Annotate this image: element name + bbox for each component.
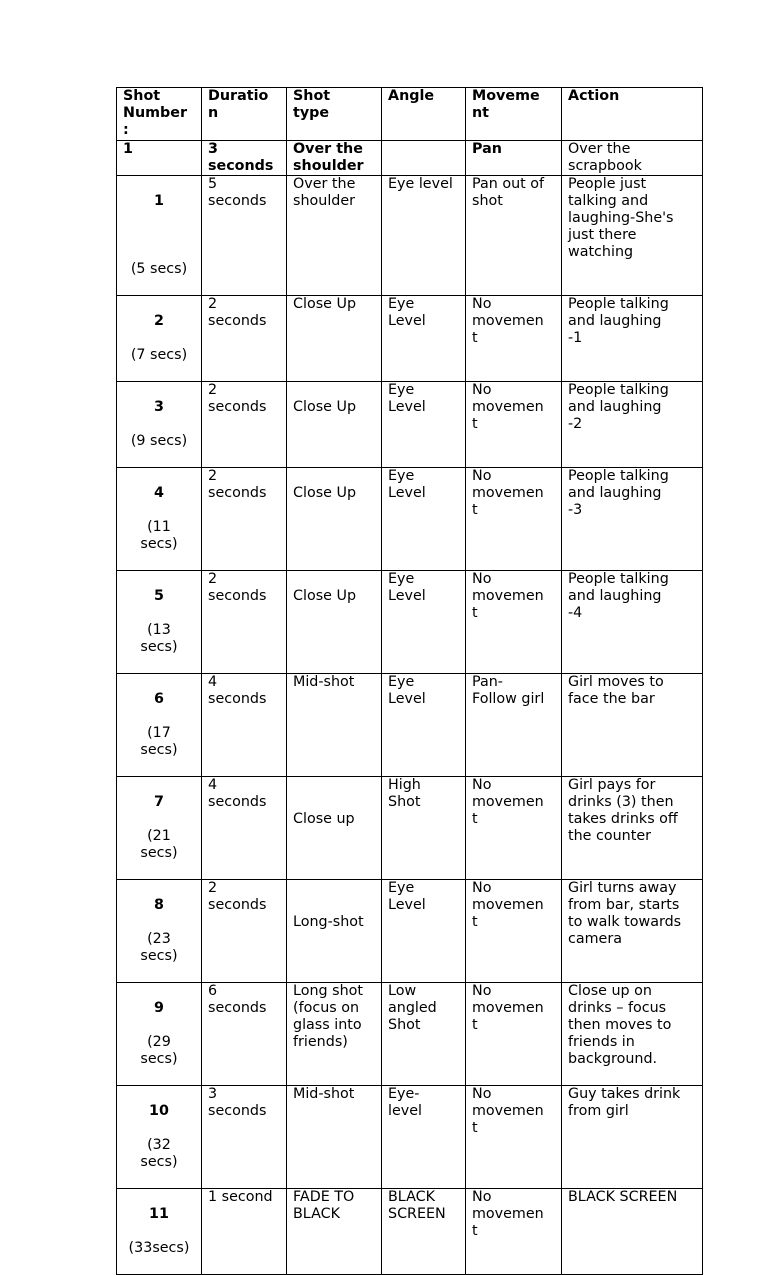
table-row <box>117 983 703 1086</box>
shot-time: (5 secs) <box>130 261 188 277</box>
shot-time: (13 secs) <box>140 622 178 655</box>
shot-type-cell: Over the shoulder <box>287 176 382 296</box>
shot-number: 1 <box>154 193 164 209</box>
shot-number: 8 <box>154 897 164 913</box>
duration-cell: 2 seconds <box>202 571 287 674</box>
shot-number-cell <box>117 571 202 674</box>
shot-type-cell: Long shot (focus on glass into friends) <box>287 983 382 1086</box>
duration-cell: 4 seconds <box>202 674 287 777</box>
action-cell: Girl pays for drinks (3) then takes drinks off the counter <box>562 777 703 880</box>
shot-type-cell: Over the shoulder <box>287 141 382 176</box>
shot-type-cell: Close Up <box>287 571 382 674</box>
shot-time: (7 secs) <box>130 347 188 363</box>
table-row <box>117 571 703 674</box>
shot-time: (29 secs) <box>140 1034 178 1067</box>
header-duration: Duratio n <box>202 88 287 141</box>
duration-cell: 3 seconds <box>202 1086 287 1189</box>
shot-number: 11 <box>149 1206 169 1222</box>
shot-number-cell <box>117 1086 202 1189</box>
shot-list-table <box>116 87 703 1275</box>
angle-cell: Eye Level <box>382 382 466 468</box>
shot-type-cell: Close Up <box>287 382 382 468</box>
movement-cell: No movemen t <box>466 1189 562 1275</box>
table-row <box>117 674 703 777</box>
duration-cell: 1 second <box>202 1189 287 1275</box>
shot-number-cell <box>117 468 202 571</box>
action-cell: Over the scrapbook <box>562 141 703 176</box>
angle-cell: Eye Level <box>382 571 466 674</box>
shot-type-cell: Mid-shot <box>287 674 382 777</box>
action-cell: People talking and laughing -3 <box>562 468 703 571</box>
table-row <box>117 141 703 176</box>
angle-cell: Eye level <box>382 176 466 296</box>
shot-number-cell <box>117 983 202 1086</box>
shot-number: 1 <box>123 141 133 157</box>
table-row <box>117 468 703 571</box>
shot-number-cell <box>117 880 202 983</box>
shot-time: (21 secs) <box>140 828 178 861</box>
header-row <box>117 88 703 141</box>
action-cell: Girl moves to face the bar <box>562 674 703 777</box>
shot-number: 3 <box>154 399 164 415</box>
shot-number: 10 <box>149 1103 169 1119</box>
table-row <box>117 382 703 468</box>
duration-cell: 2 seconds <box>202 296 287 382</box>
duration-cell: 5 seconds <box>202 176 287 296</box>
table-row <box>117 777 703 880</box>
action-cell: People just talking and laughing-She's just there watching <box>562 176 703 296</box>
action-cell: Guy takes drink from girl <box>562 1086 703 1189</box>
movement-cell: No movemen t <box>466 296 562 382</box>
angle-cell: High Shot <box>382 777 466 880</box>
movement-cell: Pan- Follow girl <box>466 674 562 777</box>
table-row <box>117 880 703 983</box>
shot-type-cell: Close Up <box>287 468 382 571</box>
shot-time: (32 secs) <box>140 1137 178 1170</box>
movement-cell: No movemen t <box>466 1086 562 1189</box>
movement-cell: No movemen t <box>466 571 562 674</box>
shot-number: 7 <box>154 794 164 810</box>
action-cell: People talking and laughing -2 <box>562 382 703 468</box>
angle-cell: Eye- level <box>382 1086 466 1189</box>
angle-cell: Eye Level <box>382 880 466 983</box>
angle-cell: BLACK SCREEN <box>382 1189 466 1275</box>
shot-time: (9 secs) <box>130 433 188 449</box>
shot-time: (11 secs) <box>140 519 178 552</box>
movement-cell: Pan <box>466 141 562 176</box>
duration-cell: 3 seconds <box>202 141 287 176</box>
duration-cell: 2 seconds <box>202 382 287 468</box>
header-shot-type: Shot type <box>287 88 382 141</box>
shot-type-cell: Close up <box>287 777 382 880</box>
table-row <box>117 296 703 382</box>
shot-type-cell: Close Up <box>287 296 382 382</box>
movement-cell: No movemen t <box>466 382 562 468</box>
table-row <box>117 176 703 296</box>
duration-cell: 4 seconds <box>202 777 287 880</box>
shot-time: (33secs) <box>128 1240 190 1256</box>
duration-cell: 2 seconds <box>202 880 287 983</box>
header-movement: Moveme nt <box>466 88 562 141</box>
shot-number-cell <box>117 1189 202 1275</box>
shot-number-cell <box>117 296 202 382</box>
action-cell: People talking and laughing -4 <box>562 571 703 674</box>
shot-type-cell: Mid-shot <box>287 1086 382 1189</box>
shot-number-cell <box>117 674 202 777</box>
shot-number-cell <box>117 382 202 468</box>
shot-number-cell <box>117 141 202 176</box>
angle-cell: Eye Level <box>382 674 466 777</box>
shot-number: 2 <box>154 313 164 329</box>
duration-cell: 2 seconds <box>202 468 287 571</box>
table-row <box>117 1189 703 1275</box>
angle-cell <box>382 141 466 176</box>
shot-number: 9 <box>154 1000 164 1016</box>
angle-cell: Eye Level <box>382 296 466 382</box>
shot-time: (23 secs) <box>140 931 178 964</box>
shot-number: 6 <box>154 691 164 707</box>
shot-number: 5 <box>154 588 164 604</box>
duration-cell: 6 seconds <box>202 983 287 1086</box>
angle-cell: Eye Level <box>382 468 466 571</box>
movement-cell: No movemen t <box>466 880 562 983</box>
action-cell: Close up on drinks – focus then moves to friends in background. <box>562 983 703 1086</box>
header-angle: Angle <box>382 88 466 141</box>
shot-number: 4 <box>154 485 164 501</box>
action-cell: BLACK SCREEN <box>562 1189 703 1275</box>
shot-type-cell: Long-shot <box>287 880 382 983</box>
action-cell: Girl turns away from bar, starts to walk towards camera <box>562 880 703 983</box>
shot-time: (17 secs) <box>140 725 178 758</box>
shot-number-cell <box>117 176 202 296</box>
shot-number-cell <box>117 777 202 880</box>
movement-cell: No movemen t <box>466 983 562 1086</box>
movement-cell: Pan out of shot <box>466 176 562 296</box>
movement-cell: No movemen t <box>466 468 562 571</box>
header-shot-number: Shot Number : <box>117 88 202 141</box>
table-row <box>117 1086 703 1189</box>
movement-cell: No movemen t <box>466 777 562 880</box>
header-action: Action <box>562 88 703 141</box>
angle-cell: Low angled Shot <box>382 983 466 1086</box>
shot-type-cell: FADE TO BLACK <box>287 1189 382 1275</box>
action-cell: People talking and laughing -1 <box>562 296 703 382</box>
